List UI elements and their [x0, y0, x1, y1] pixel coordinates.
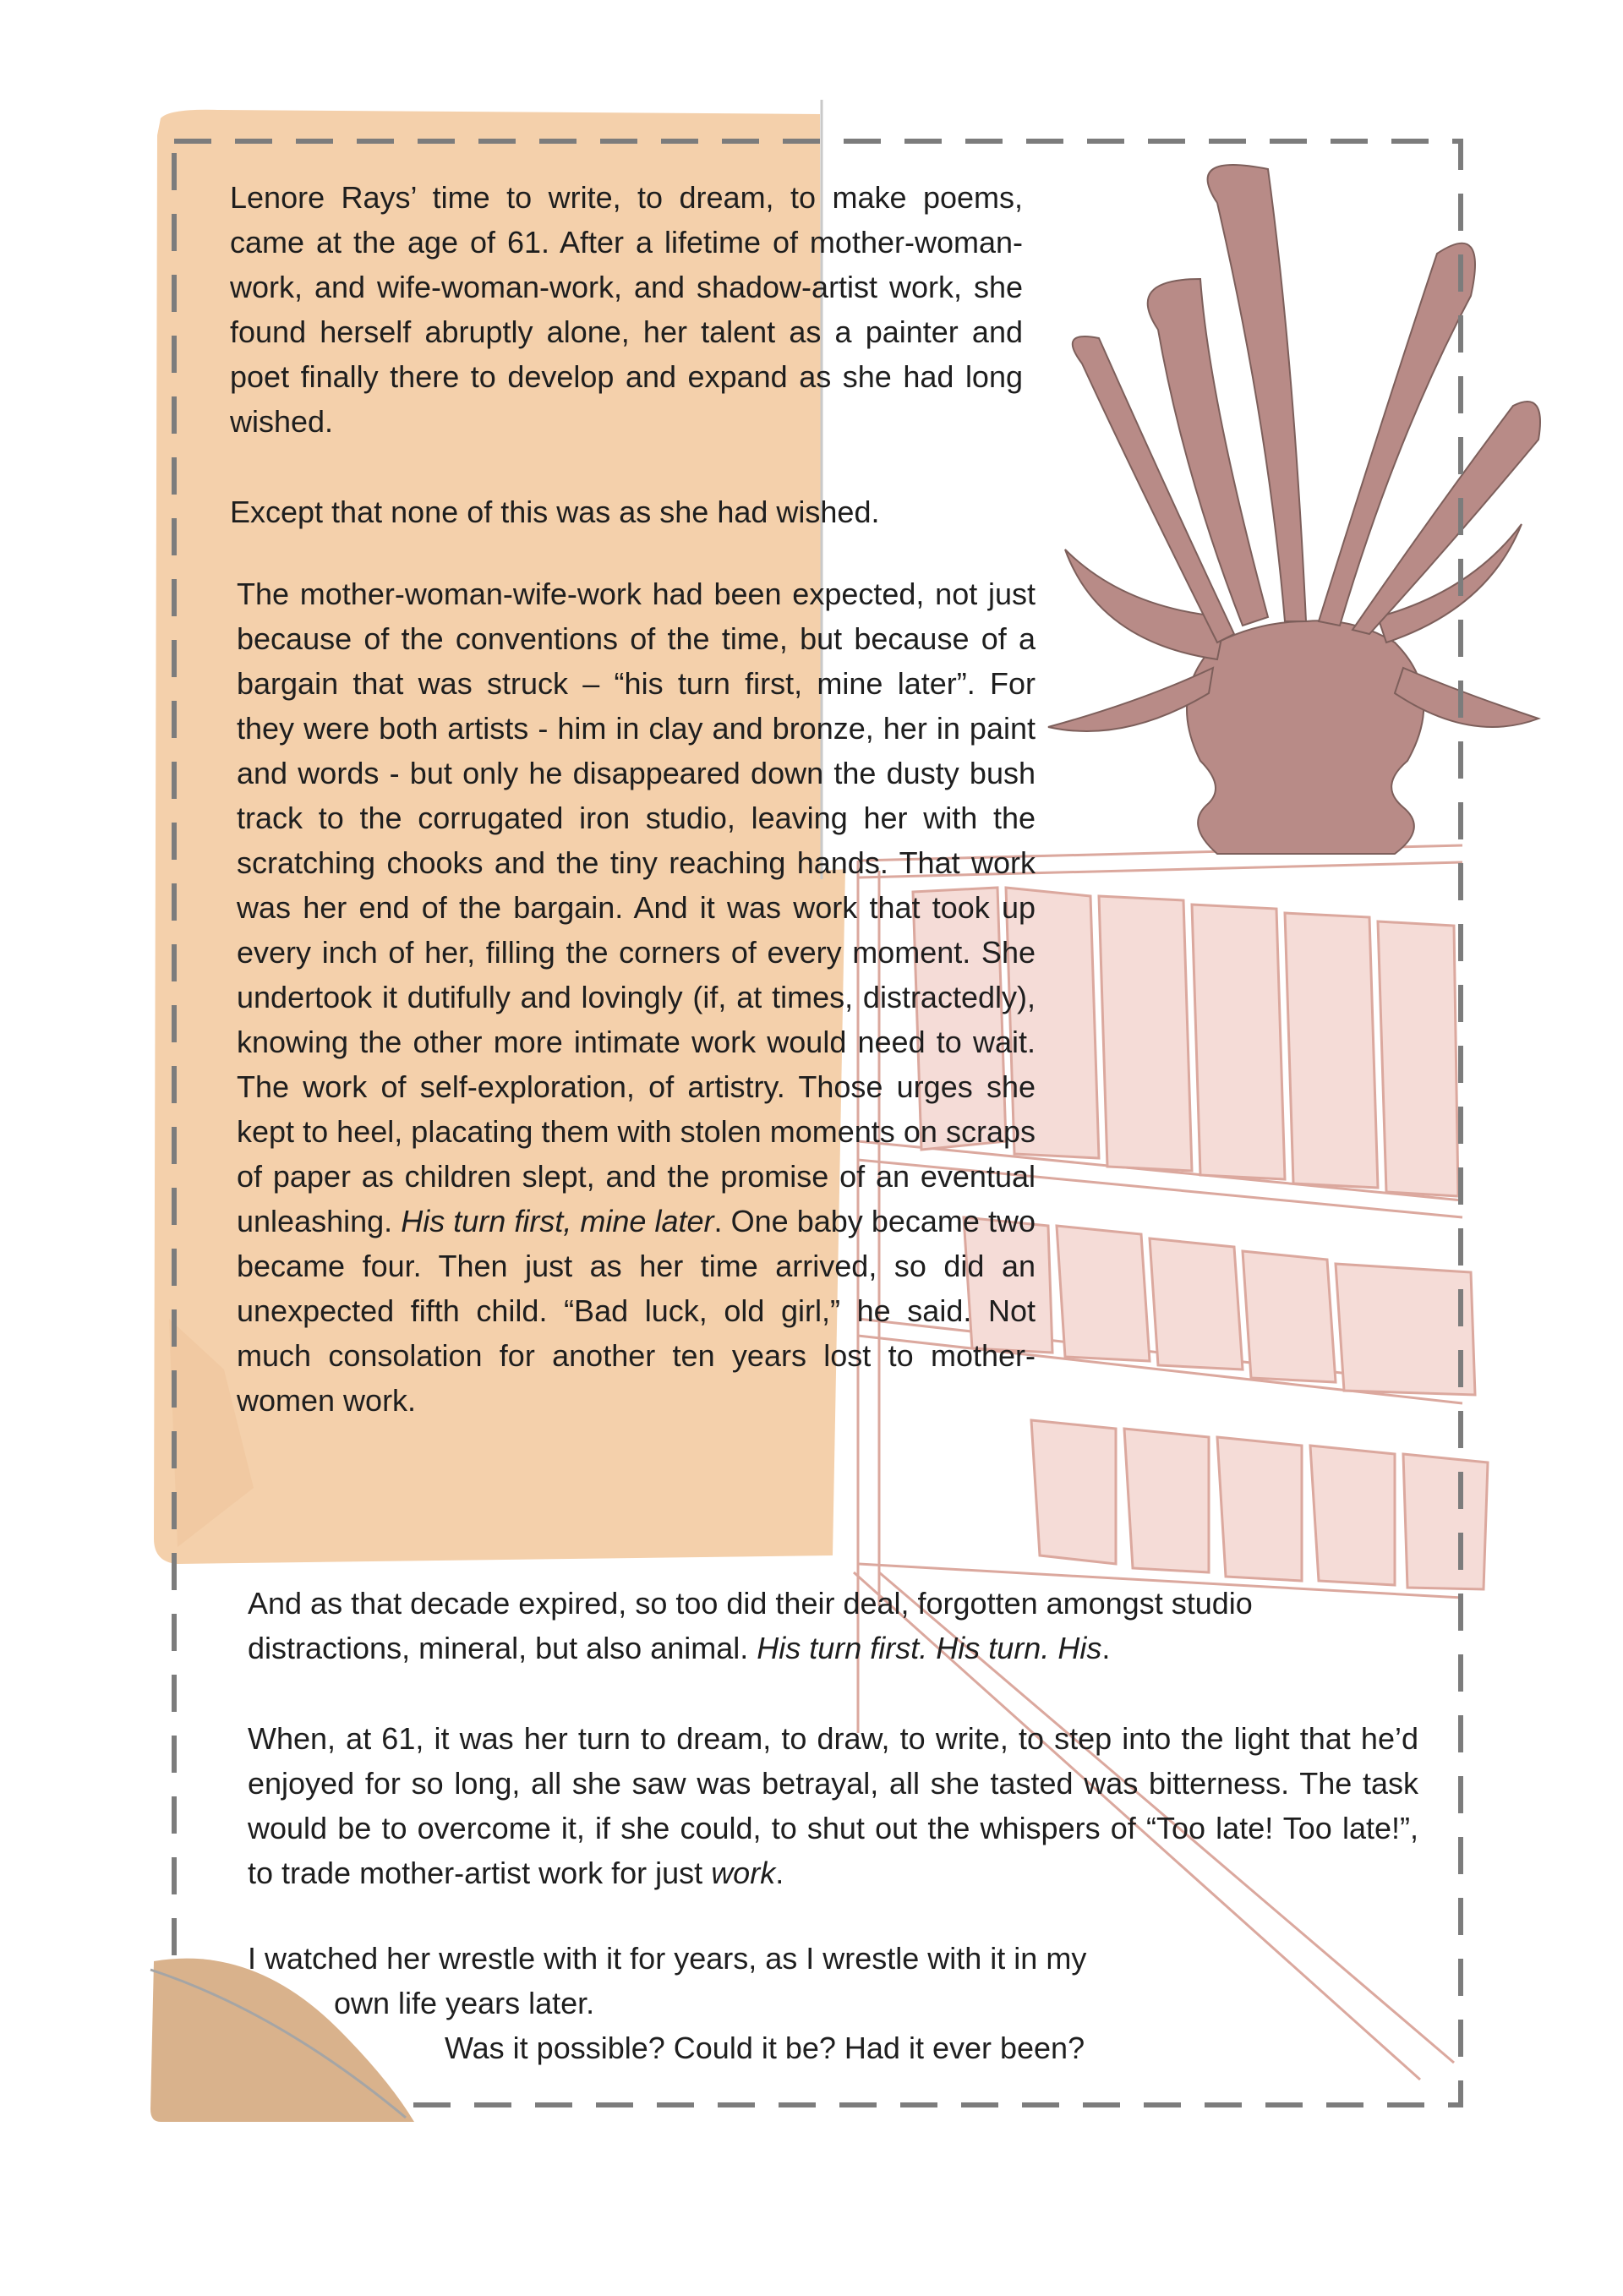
decade-emphasis: His turn first. His turn. His [757, 1631, 1102, 1665]
closing-stanza [248, 1936, 1262, 2070]
decade-text-part-1: And as that decade expired, so too did their deal, forgotten amongst studio distractions, mineral, but also animal. [248, 1586, 1253, 1665]
turn-text-part-1: When, at 61, it was her turn to dream, to draw, to write, to step into the light that he’d enjoyed for so long, all she saw was betrayal, all she tasted was bitterness. The task would be to overcome it, if she could, to shut out the whispers of “Too late! Too late!”, to trade mother-artist work for just [248, 1721, 1418, 1890]
turn-paragraph [248, 1716, 1418, 1895]
turn-emphasis: work [711, 1856, 776, 1890]
decade-text-part-2: . [1101, 1631, 1111, 1665]
bargain-paragraph-text [237, 571, 1036, 1423]
bargain-text-part-2: . One baby became two became four. Then just as her time arrived, so did an unexpected fifth child. “Bad luck, old girl,” he said. Not much consolation for another ten years lost to mother-women work. [237, 1204, 1036, 1418]
intro-paragraph [230, 175, 1023, 444]
turn-text-part-2: . [775, 1856, 784, 1890]
books-row-bottom [1031, 1420, 1488, 1589]
closing-line-3: Was it possible? Could it be? Had it ever been? [445, 2031, 1085, 2065]
intro-paragraph-text: Lenore Rays’ time to write, to dream, to make poems, came at the age of 61. After a lifetime of mother-woman-work, and wife-woman-work, and shadow-artist work, she found herself abruptly alone, her talent as a painter and poet finally there to develop and expand as she had long wished. [230, 180, 1023, 439]
decade-paragraph [248, 1581, 1414, 1670]
bargain-emphasis: His turn first, mine later [401, 1204, 714, 1238]
vase-with-lilies-drawing [1048, 165, 1540, 854]
closing-line-1: I watched her wrestle with it for years, as I wrestle with it in my [248, 1941, 1087, 1976]
except-paragraph [230, 489, 1023, 534]
vase [1187, 620, 1424, 854]
turn-paragraph-text [248, 1716, 1418, 1895]
bargain-paragraph [237, 571, 1036, 1423]
bargain-text-part-1: The mother-woman-wife-work had been expected, not just because of the conventions of the time, but because of a bargain that was struck – “his turn first, mine later”. For they were both artists - him in clay and bronze, her in paint and words - but only he disappeared down the dusty bush track to the corrugated iron studio, leaving her with the scratching chooks and the tiny reaching hands. That work was her end of the bargain. And it was work that took up every inch of her, filling the corners of every moment. She undertook it dutifully and lovingly (if, at times, distractedly), knowing the other more intimate work would need to wait. The work of self-exploration, of artistry. Those urges she kept to heel, placating them with stolen moments on scraps of paper as children slept, and the promise of an eventual unleashing. [237, 577, 1036, 1238]
closing-line-2: own life years later. [334, 1986, 595, 2020]
books-row-middle [964, 1217, 1475, 1395]
except-paragraph-text: Except that none of this was as she had wished. [230, 495, 880, 529]
decade-paragraph-text [248, 1581, 1414, 1670]
